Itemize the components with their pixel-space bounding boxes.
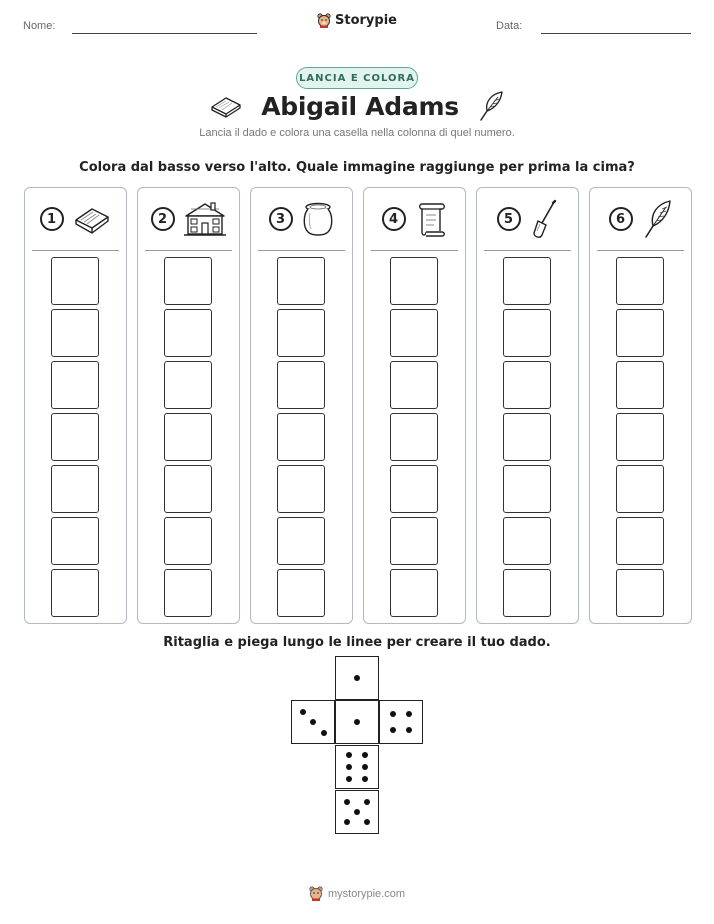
dice-pip: [346, 764, 352, 770]
color-box[interactable]: [164, 569, 212, 617]
dice-face-4: [379, 700, 423, 744]
column-header: [364, 188, 465, 250]
column-1: [24, 187, 127, 624]
color-box[interactable]: [503, 413, 551, 461]
pot-icon: [301, 201, 335, 237]
column-divider: [484, 250, 571, 251]
instruction: Colora dal basso verso l'alto. Quale immagine raggiunge per prima la cima?: [79, 160, 635, 175]
book-icon: [72, 202, 112, 236]
title-row: [0, 90, 714, 122]
color-box[interactable]: [390, 413, 438, 461]
color-box[interactable]: [390, 517, 438, 565]
column-divider: [597, 250, 684, 251]
dice-face-3: [291, 700, 335, 744]
dice-pip: [346, 776, 352, 782]
color-box[interactable]: [51, 361, 99, 409]
house-icon: [183, 201, 227, 237]
column-number: 1: [40, 207, 64, 231]
color-box[interactable]: [277, 517, 325, 565]
dice-pip: [364, 799, 370, 805]
color-box[interactable]: [503, 569, 551, 617]
column-number: 5: [497, 207, 521, 231]
dice-pip: [344, 799, 350, 805]
column-6: [589, 187, 692, 624]
column-header: [477, 188, 578, 250]
dice-face-5: [335, 790, 379, 834]
column-number: 3: [269, 207, 293, 231]
color-box[interactable]: [503, 465, 551, 513]
dice-pip: [300, 709, 306, 715]
column-divider: [258, 250, 345, 251]
color-box[interactable]: [277, 361, 325, 409]
dice-columns: [24, 187, 690, 624]
footer-url: mystorypie.com: [327, 887, 406, 900]
color-box[interactable]: [51, 465, 99, 513]
dice-pip: [362, 752, 368, 758]
column-3: [250, 187, 353, 624]
column-header: [138, 188, 239, 250]
dice-pip: [354, 809, 360, 815]
color-box[interactable]: [164, 361, 212, 409]
quill-icon: [641, 199, 673, 239]
column-number: 2: [151, 207, 175, 231]
color-box[interactable]: [277, 257, 325, 305]
name-label: Nome:: [23, 20, 56, 32]
dice-pip: [390, 727, 396, 733]
color-box[interactable]: [164, 517, 212, 565]
dice-pip: [310, 719, 316, 725]
color-box[interactable]: [616, 257, 664, 305]
scroll-icon: [414, 200, 448, 238]
storypie-logo: [0, 13, 714, 28]
color-box[interactable]: [277, 569, 325, 617]
dice-pip: [354, 719, 360, 725]
color-box[interactable]: [277, 309, 325, 357]
logo-text: Storypie: [335, 13, 397, 28]
dice-pip: [344, 819, 350, 825]
color-box[interactable]: [51, 517, 99, 565]
column-divider: [32, 250, 119, 251]
dice-pip: [362, 776, 368, 782]
column-number: 4: [382, 207, 406, 231]
color-box[interactable]: [164, 309, 212, 357]
bear-logo-icon: [309, 886, 323, 901]
dice-face-1: [335, 656, 379, 700]
dice-pip: [390, 711, 396, 717]
color-box[interactable]: [164, 257, 212, 305]
color-box[interactable]: [164, 465, 212, 513]
dice-pip: [362, 764, 368, 770]
date-line: [541, 33, 691, 34]
book-icon: [209, 93, 243, 119]
color-box[interactable]: [616, 413, 664, 461]
color-box[interactable]: [390, 465, 438, 513]
column-2: [137, 187, 240, 624]
bear-logo-icon: [317, 13, 331, 28]
dice-face-6: [335, 745, 379, 789]
color-box[interactable]: [277, 413, 325, 461]
date-label: Data:: [496, 20, 523, 32]
color-box[interactable]: [503, 257, 551, 305]
column-divider: [371, 250, 458, 251]
dice-pip: [406, 711, 412, 717]
name-line: [72, 33, 257, 34]
activity-badge: LANCIA E COLORA: [296, 67, 418, 89]
column-5: [476, 187, 579, 624]
page-title: Abigail Adams: [261, 91, 459, 121]
color-box[interactable]: [503, 361, 551, 409]
color-box[interactable]: [164, 413, 212, 461]
color-box[interactable]: [616, 361, 664, 409]
column-divider: [145, 250, 232, 251]
color-box[interactable]: [616, 465, 664, 513]
footer: [0, 886, 714, 901]
color-box[interactable]: [616, 309, 664, 357]
color-box[interactable]: [390, 309, 438, 357]
color-box[interactable]: [51, 309, 99, 357]
dice-face-1: [335, 700, 379, 744]
color-box[interactable]: [51, 413, 99, 461]
dice-pip: [406, 727, 412, 733]
column-4: [363, 187, 466, 624]
dice-pip: [346, 752, 352, 758]
color-box[interactable]: [503, 517, 551, 565]
cut-instruction: Ritaglia e piega lungo le linee per creare il tuo dado.: [163, 635, 551, 650]
column-number: 6: [609, 207, 633, 231]
color-box[interactable]: [390, 569, 438, 617]
color-box[interactable]: [503, 309, 551, 357]
color-box[interactable]: [51, 569, 99, 617]
column-header: [590, 188, 691, 250]
column-header: [251, 188, 352, 250]
quill-icon: [477, 90, 505, 122]
color-box[interactable]: [616, 569, 664, 617]
subtitle: Lancia il dado e colora una casella nella colonna di quel numero.: [199, 127, 515, 139]
color-box[interactable]: [277, 465, 325, 513]
color-box[interactable]: [390, 257, 438, 305]
color-box[interactable]: [390, 361, 438, 409]
dice-pip: [321, 730, 327, 736]
dice-pip: [364, 819, 370, 825]
color-box[interactable]: [616, 517, 664, 565]
color-box[interactable]: [51, 257, 99, 305]
column-header: [25, 188, 126, 250]
dice-pip: [354, 675, 360, 681]
shovel-icon: [529, 198, 559, 240]
